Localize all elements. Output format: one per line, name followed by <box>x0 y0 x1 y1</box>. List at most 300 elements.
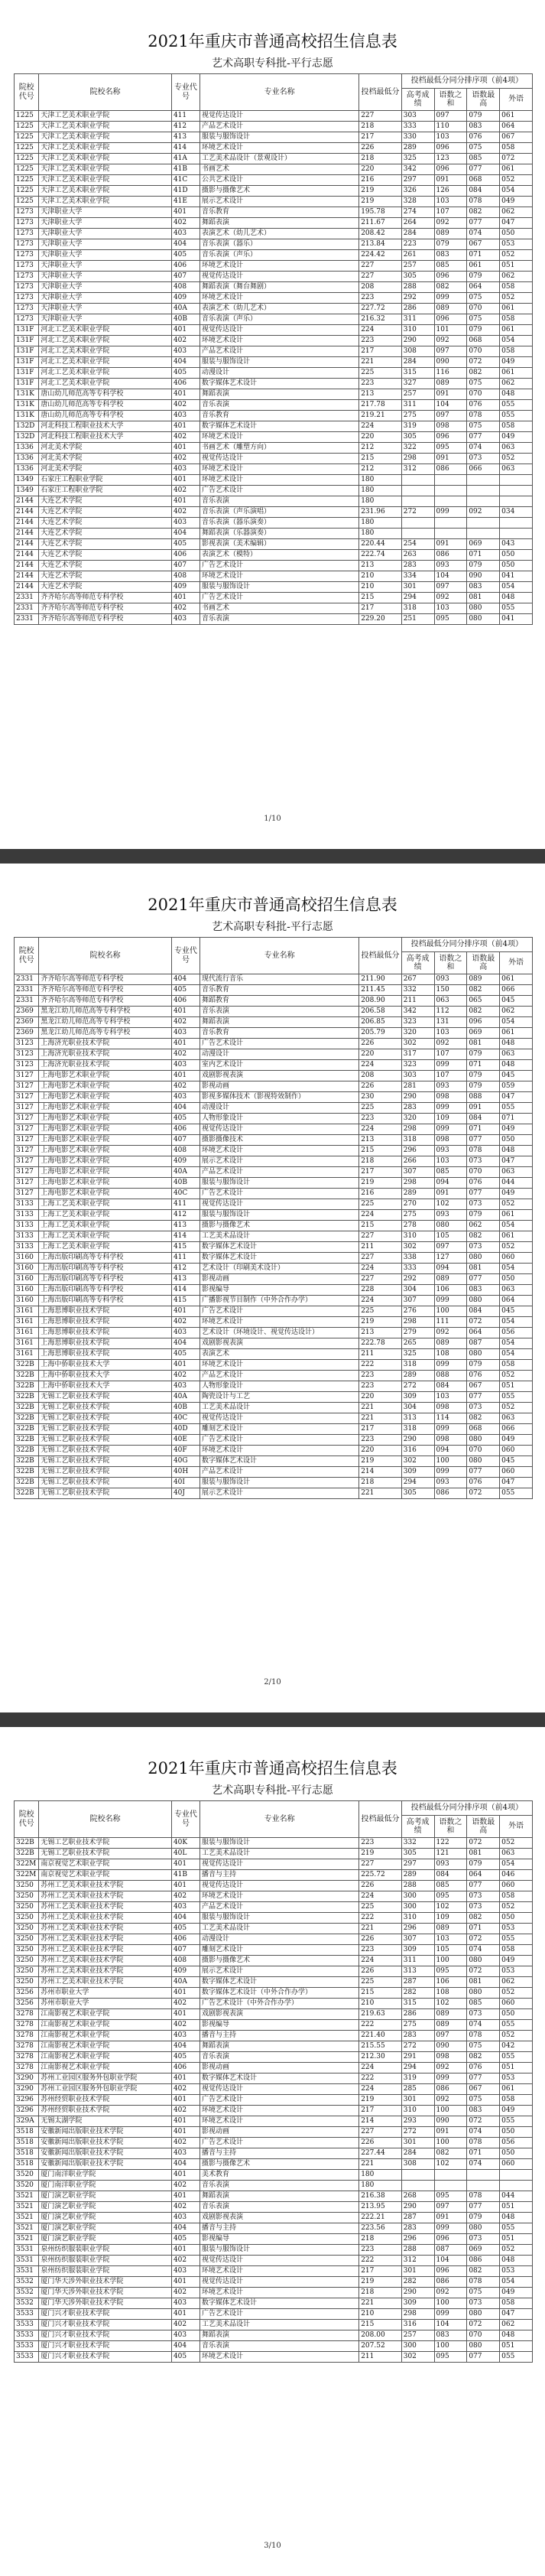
cell-min-score: 222 <box>359 1360 402 1371</box>
cell-chinese-math-sum: 108 <box>434 1349 467 1360</box>
cell-major-name: 表演艺术（幼儿艺术） <box>200 304 358 314</box>
cell-foreign-language: 060 <box>500 2159 533 2170</box>
cell-chinese-math-sum: 121 <box>434 1849 467 1859</box>
cell-chinese-math-max: 083 <box>467 2106 500 2116</box>
header-exam-score: 高考成绩 <box>401 1816 434 1838</box>
cell-exam-score: 310 <box>401 1231 434 1242</box>
table-row <box>15 1381 533 1392</box>
cell-foreign-language: 034 <box>500 507 533 518</box>
cell-school-name: 大连艺术学院 <box>39 582 172 593</box>
cell-school-code: 2144 <box>15 561 39 571</box>
cell-major-code: 404 <box>171 1338 200 1349</box>
cell-foreign-language: 054 <box>500 582 533 593</box>
cell-foreign-language <box>500 496 533 507</box>
cell-major-name: 广告艺术设计 <box>200 2095 358 2106</box>
cell-chinese-math-sum: 099 <box>434 1424 467 1435</box>
table-row <box>15 1264 533 1274</box>
cell-min-score: 221 <box>359 1488 402 1499</box>
cell-major-code: 405 <box>171 2234 200 2245</box>
cell-min-score: 225 <box>359 1902 402 1913</box>
header-min-score: 投档最低分 <box>359 1801 402 1838</box>
cell-exam-score: 282 <box>401 2277 434 2288</box>
cell-exam-score: 312 <box>401 464 434 475</box>
cell-chinese-math-sum: 096 <box>434 2234 467 2245</box>
cell-school-code: 1273 <box>15 239 39 250</box>
cell-school-code: 3133 <box>15 1242 39 1253</box>
cell-min-score: 180 <box>359 496 402 507</box>
cell-chinese-math-sum: 098 <box>434 421 467 432</box>
cell-min-score: 223 <box>359 1945 402 1956</box>
cell-chinese-math-max: 079 <box>467 272 500 282</box>
cell-school-name: 天津职业大学 <box>39 218 172 229</box>
cell-min-score: 211.67 <box>359 218 402 229</box>
cell-major-code: 403 <box>171 1328 200 1338</box>
cell-exam-score: 301 <box>401 2266 434 2277</box>
cell-exam-score: 211 <box>401 996 434 1007</box>
table-row <box>15 603 533 614</box>
cell-min-score: 223 <box>359 1381 402 1392</box>
table-row <box>15 1371 533 1381</box>
cell-chinese-math-max: 062 <box>467 1221 500 1231</box>
cell-major-code: 405 <box>171 985 200 996</box>
cell-foreign-language: 064 <box>500 122 533 132</box>
cell-major-code: 403 <box>171 1028 200 1039</box>
cell-major-code: 407 <box>171 561 200 571</box>
cell-foreign-language: 047 <box>500 1092 533 1103</box>
cell-chinese-math-max: 064 <box>467 282 500 293</box>
header-major-code: 专业代号 <box>171 938 200 974</box>
table-row <box>15 1977 533 1988</box>
cell-major-name: 公共艺术设计 <box>200 175 358 186</box>
cell-exam-score: 305 <box>401 272 434 282</box>
cell-exam-score: 278 <box>401 1221 434 1231</box>
cell-major-name: 环境艺术设计 <box>200 1446 358 1456</box>
cell-min-score: 227 <box>359 261 402 272</box>
cell-chinese-math-sum: 086 <box>434 2084 467 2095</box>
cell-chinese-math-max: 096 <box>467 1017 500 1028</box>
cell-chinese-math-sum: 089 <box>434 229 467 239</box>
cell-major-name: 播音与主持 <box>200 2031 358 2041</box>
cell-foreign-language: 042 <box>500 2041 533 2052</box>
cell-min-score: 213 <box>359 1328 402 1338</box>
admission-table <box>14 1800 533 2363</box>
cell-chinese-math-max: 072 <box>467 2320 500 2330</box>
cell-min-score: 216.38 <box>359 2191 402 2202</box>
cell-school-code: 2331 <box>15 614 39 625</box>
cell-major-code: 401 <box>171 2116 200 2127</box>
cell-exam-score: 334 <box>401 571 434 582</box>
cell-exam-score: 307 <box>401 1934 434 1945</box>
table-row <box>15 507 533 518</box>
cell-exam-score: 294 <box>401 1478 434 1488</box>
cell-major-name: 产品艺术设计 <box>200 1371 358 1381</box>
header-tiebreak-group: 投档最低分同分排序项（前4项） <box>401 938 532 952</box>
cell-chinese-math-sum: 093 <box>434 1146 467 1156</box>
table-row <box>15 1306 533 1317</box>
cell-foreign-language: 043 <box>500 539 533 550</box>
cell-chinese-math-sum: 110 <box>434 122 467 132</box>
cell-exam-score <box>401 475 434 486</box>
table-row <box>15 2063 533 2073</box>
cell-chinese-math-max: 067 <box>467 2084 500 2095</box>
cell-chinese-math-sum: 089 <box>434 1274 467 1285</box>
cell-school-code: 1225 <box>15 154 39 164</box>
page-separator <box>0 849 545 864</box>
cell-exam-score: 332 <box>401 1838 434 1849</box>
cell-school-code: 3127 <box>15 1124 39 1135</box>
cell-school-name: 无锡太湖学院 <box>39 2116 172 2127</box>
table-row <box>15 2181 533 2191</box>
cell-major-code: 402 <box>171 2202 200 2213</box>
cell-school-name: 上海工艺美术职业学院 <box>39 1221 172 1231</box>
cell-major-name: 环境艺术设计 <box>200 2266 358 2277</box>
cell-chinese-math-sum: 114 <box>434 1413 467 1424</box>
cell-major-name: 音乐教育 <box>200 411 358 421</box>
cell-foreign-language: 050 <box>500 561 533 571</box>
cell-major-code: 40A <box>171 1977 200 1988</box>
cell-foreign-language: 062 <box>500 379 533 389</box>
cell-min-score: 180 <box>359 486 402 496</box>
cell-chinese-math-max: 064 <box>467 1328 500 1338</box>
cell-chinese-math-sum: 103 <box>434 197 467 207</box>
cell-foreign-language: 054 <box>500 1338 533 1349</box>
cell-major-code: 415 <box>171 1296 200 1306</box>
cell-exam-score: 264 <box>401 218 434 229</box>
cell-school-code: 3133 <box>15 1210 39 1221</box>
cell-school-code: 322M <box>15 1859 39 1870</box>
cell-chinese-math-max: 079 <box>467 111 500 122</box>
cell-school-code: 322B <box>15 1488 39 1499</box>
table-row <box>15 1189 533 1199</box>
cell-min-score: 223.56 <box>359 2223 402 2234</box>
cell-chinese-math-sum: 131 <box>434 1017 467 1028</box>
cell-min-score: 224 <box>359 1124 402 1135</box>
cell-major-code: 404 <box>171 529 200 539</box>
cell-chinese-math-sum: 106 <box>434 1285 467 1296</box>
cell-school-code: 131F <box>15 346 39 357</box>
cell-major-name: 视觉传达设计 <box>200 454 358 464</box>
table-row <box>15 2266 533 2277</box>
page-subtitle: 艺术高职专科批-平行志愿 <box>212 1784 333 1797</box>
cell-chinese-math-sum: 098 <box>434 1092 467 1103</box>
cell-major-name: 工艺美术品设计 <box>200 2320 358 2330</box>
cell-major-code: 402 <box>171 432 200 443</box>
table-row <box>15 1999 533 2009</box>
cell-major-name: 音乐教育 <box>200 1028 358 1039</box>
cell-exam-score: 251 <box>401 614 434 625</box>
cell-foreign-language: 060 <box>500 1999 533 2009</box>
cell-chinese-math-max: 070 <box>467 389 500 400</box>
cell-foreign-language: 052 <box>500 1199 533 1210</box>
cell-chinese-math-max: 069 <box>467 2245 500 2256</box>
cell-foreign-language: 058 <box>500 2095 533 2106</box>
cell-school-name: 无锡工艺职业技术学院 <box>39 1435 172 1446</box>
cell-chinese-math-sum: 095 <box>434 2191 467 2202</box>
cell-major-name: 书画艺术 <box>200 603 358 614</box>
cell-school-code: 3127 <box>15 1178 39 1189</box>
table-row <box>15 1966 533 1977</box>
cell-major-code: 402 <box>171 400 200 411</box>
header-major-name: 专业名称 <box>200 938 358 974</box>
cell-school-code: 131K <box>15 400 39 411</box>
cell-foreign-language: 051 <box>500 2341 533 2352</box>
table-row <box>15 175 533 186</box>
cell-chinese-math-max: 088 <box>467 1092 500 1103</box>
cell-school-name: 天津职业大学 <box>39 272 172 282</box>
cell-major-name: 戏剧影视表演 <box>200 1338 358 1349</box>
cell-exam-score: 325 <box>401 1349 434 1360</box>
cell-min-score: 219.63 <box>359 2009 402 2020</box>
cell-min-score: 216 <box>359 1189 402 1199</box>
cell-chinese-math-max: 080 <box>467 1296 500 1306</box>
cell-school-name: 齐齐哈尔高等师范专科学校 <box>39 593 172 603</box>
cell-major-code: 402 <box>171 1999 200 2009</box>
cell-school-code: 3160 <box>15 1285 39 1296</box>
cell-school-code: 3250 <box>15 1924 39 1934</box>
cell-foreign-language: 056 <box>500 2138 533 2148</box>
cell-foreign-language: 054 <box>500 186 533 197</box>
cell-chinese-math-max: 079 <box>467 1071 500 1081</box>
cell-major-name: 艺术设计（环境设计、视觉传达设计） <box>200 1328 358 1338</box>
cell-chinese-math-sum: 099 <box>434 1467 467 1478</box>
cell-foreign-language: 063 <box>500 1167 533 1178</box>
cell-school-name: 泉州纺织服装职业学院 <box>39 2266 172 2277</box>
cell-school-name: 上海电影艺术职业学院 <box>39 1189 172 1199</box>
table-row <box>15 1135 533 1146</box>
cell-major-code: 401 <box>171 1859 200 1870</box>
cell-chinese-math-sum: 098 <box>434 1435 467 1446</box>
cell-major-code: 407 <box>171 1945 200 1956</box>
cell-exam-score: 287 <box>401 2213 434 2223</box>
header-school-name: 院校名称 <box>39 1801 172 1838</box>
cell-major-name: 环境艺术设计 <box>200 261 358 272</box>
cell-foreign-language: 061 <box>500 1231 533 1242</box>
cell-school-name: 上海电影艺术职业学院 <box>39 1178 172 1189</box>
cell-foreign-language <box>500 475 533 486</box>
cell-chinese-math-sum: 091 <box>434 2213 467 2223</box>
cell-major-name: 数字媒体艺术设计 <box>200 2298 358 2309</box>
cell-min-score: 226 <box>359 1081 402 1092</box>
cell-major-code: 40G <box>171 1456 200 1467</box>
cell-chinese-math-max: 070 <box>467 1167 500 1178</box>
cell-foreign-language: 051 <box>500 2202 533 2213</box>
cell-major-code: 402 <box>171 454 200 464</box>
cell-min-score: 180 <box>359 2181 402 2191</box>
table-row <box>15 2234 533 2245</box>
cell-major-code: 403 <box>171 346 200 357</box>
cell-foreign-language: 066 <box>500 1424 533 1435</box>
cell-min-score: 218 <box>359 2234 402 2245</box>
cell-chinese-math-max: 070 <box>467 346 500 357</box>
cell-major-name: 视觉传达设计 <box>200 1859 358 1870</box>
cell-chinese-math-max: 080 <box>467 1435 500 1446</box>
cell-school-code: 3161 <box>15 1306 39 1317</box>
cell-chinese-math-max: 077 <box>467 218 500 229</box>
cell-school-name: 天津工艺美术职业学院 <box>39 186 172 197</box>
cell-exam-score: 300 <box>401 1891 434 1902</box>
cell-exam-score: 304 <box>401 1403 434 1413</box>
cell-min-score: 222 <box>359 2256 402 2266</box>
cell-major-name: 音乐表演（器乐演奏） <box>200 518 358 529</box>
cell-school-name: 石家庄工程职业学院 <box>39 475 172 486</box>
table-row <box>15 272 533 282</box>
cell-min-score: 211.45 <box>359 985 402 996</box>
cell-chinese-math-sum: 102 <box>434 1902 467 1913</box>
cell-exam-score: 309 <box>401 2298 434 2309</box>
cell-chinese-math-max: 071 <box>467 1060 500 1071</box>
cell-exam-score: 283 <box>401 561 434 571</box>
table-row <box>15 2320 533 2330</box>
cell-chinese-math-sum: 099 <box>434 2309 467 2320</box>
cell-school-code: 2144 <box>15 507 39 518</box>
cell-chinese-math-max: 084 <box>467 1114 500 1124</box>
cell-school-name: 大连艺术学院 <box>39 550 172 561</box>
cell-major-name: 展示艺术设计 <box>200 1488 358 1499</box>
cell-exam-score: 288 <box>401 1881 434 1891</box>
table-row <box>15 1210 533 1221</box>
cell-major-name: 人物形象设计 <box>200 1114 358 1124</box>
cell-min-score: 215 <box>359 2320 402 2330</box>
cell-min-score: 224 <box>359 1264 402 1274</box>
cell-major-name: 工艺美术品设计 <box>200 1849 358 1859</box>
table-row <box>15 1285 533 1296</box>
cell-major-code: 402 <box>171 2138 200 2148</box>
table-row <box>15 2191 533 2202</box>
cell-major-code: 402 <box>171 1891 200 1902</box>
cell-chinese-math-sum: 100 <box>434 2341 467 2352</box>
page-number: 1/10 <box>264 815 281 823</box>
cell-foreign-language: 052 <box>500 1242 533 1253</box>
cell-major-name: 视觉传达设计 <box>200 2084 358 2095</box>
cell-school-name: 南京视觉艺术职业学院 <box>39 1859 172 1870</box>
cell-foreign-language: 058 <box>500 2298 533 2309</box>
cell-min-score: 221 <box>359 2159 402 2170</box>
cell-major-name: 舞蹈表演 <box>200 2330 358 2341</box>
cell-chinese-math-sum: 094 <box>434 1264 467 1274</box>
cell-foreign-language: 063 <box>500 464 533 475</box>
cell-min-score: 219 <box>359 186 402 197</box>
cell-chinese-math-max: 069 <box>467 539 500 550</box>
cell-min-score: 227.44 <box>359 2148 402 2159</box>
cell-school-name: 苏州工业园区服务外包职业学院 <box>39 2084 172 2095</box>
cell-min-score: 222.78 <box>359 1338 402 1349</box>
cell-major-name: 产品艺术设计 <box>200 1902 358 1913</box>
cell-major-name: 环境艺术设计 <box>200 464 358 475</box>
cell-chinese-math-sum: 090 <box>434 2041 467 2052</box>
header-foreign-language: 外语 <box>500 952 533 974</box>
cell-major-name: 音乐教育 <box>200 207 358 218</box>
cell-major-name: 视觉传达设计 <box>200 1199 358 1210</box>
cell-exam-score <box>401 518 434 529</box>
cell-school-code: 3250 <box>15 1913 39 1924</box>
table-row <box>15 2009 533 2020</box>
cell-exam-score: 289 <box>401 1870 434 1881</box>
cell-school-name: 无锡工艺职业技术学院 <box>39 1403 172 1413</box>
cell-foreign-language: 062 <box>500 272 533 282</box>
cell-chinese-math-max: 077 <box>467 2073 500 2084</box>
cell-min-score: 211.90 <box>359 974 402 985</box>
table-row <box>15 2298 533 2309</box>
cell-school-name: 苏州市职业大学 <box>39 1988 172 1999</box>
cell-major-code: 408 <box>171 1956 200 1966</box>
cell-chinese-math-max: 076 <box>467 1178 500 1189</box>
cell-chinese-math-sum: 096 <box>434 143 467 154</box>
cell-min-score: 218 <box>359 1478 402 1488</box>
cell-school-code: 1225 <box>15 122 39 132</box>
cell-chinese-math-sum: 127 <box>434 1253 467 1264</box>
cell-foreign-language: 054 <box>500 1264 533 1274</box>
cell-school-code: 3123 <box>15 1049 39 1060</box>
table-row <box>15 1403 533 1413</box>
cell-chinese-math-max: 085 <box>467 1999 500 2009</box>
cell-major-name: 数字媒体艺术设计 <box>200 1977 358 1988</box>
cell-min-score: 207.52 <box>359 2341 402 2352</box>
cell-school-name: 河北工艺美术职业学院 <box>39 379 172 389</box>
cell-foreign-language: 058 <box>500 282 533 293</box>
cell-min-score: 224 <box>359 421 402 432</box>
table-row <box>15 443 533 454</box>
cell-foreign-language: 045 <box>500 996 533 1007</box>
table-row <box>15 486 533 496</box>
cell-exam-score: 263 <box>401 550 434 561</box>
cell-chinese-math-sum: 085 <box>434 261 467 272</box>
cell-major-code: 40I <box>171 1478 200 1488</box>
cell-school-code: 3533 <box>15 2330 39 2341</box>
cell-exam-score: 309 <box>401 1945 434 1956</box>
cell-major-name: 服装与服饰设计 <box>200 1838 358 1849</box>
cell-exam-score: 287 <box>401 1977 434 1988</box>
cell-chinese-math-max: 090 <box>467 571 500 582</box>
cell-chinese-math-max: 073 <box>467 1891 500 1902</box>
cell-major-name: 展示艺术设计 <box>200 1966 358 1977</box>
cell-school-code: 3278 <box>15 2063 39 2073</box>
cell-major-code: 401 <box>171 421 200 432</box>
table-row <box>15 561 533 571</box>
cell-foreign-language: 062 <box>500 1007 533 1017</box>
cell-chinese-math-sum: 089 <box>434 304 467 314</box>
cell-exam-score: 270 <box>401 1199 434 1210</box>
cell-major-code: 402 <box>171 2084 200 2095</box>
cell-exam-score: 320 <box>401 1028 434 1039</box>
cell-chinese-math-max: 077 <box>467 1467 500 1478</box>
cell-major-name: 音乐表演 <box>200 614 358 625</box>
cell-school-name: 天津职业大学 <box>39 282 172 293</box>
table-row <box>15 357 533 368</box>
cell-exam-score: 265 <box>401 1338 434 1349</box>
cell-school-name: 黑龙江幼儿师范高等专科学校 <box>39 1028 172 1039</box>
cell-exam-score: 223 <box>401 239 434 250</box>
cell-chinese-math-sum <box>434 2181 467 2191</box>
cell-major-code: 406 <box>171 996 200 1007</box>
cell-major-code: 404 <box>171 2041 200 2052</box>
cell-chinese-math-max: 073 <box>467 1156 500 1167</box>
cell-min-score: 220 <box>359 1392 402 1403</box>
cell-major-name: 播音与主持 <box>200 2223 358 2234</box>
cell-foreign-language: 053 <box>500 1924 533 1934</box>
cell-school-code: 3123 <box>15 1060 39 1071</box>
cell-foreign-language: 055 <box>500 2116 533 2127</box>
cell-chinese-math-max: 083 <box>467 1285 500 1296</box>
table-row <box>15 1253 533 1264</box>
table-row <box>15 1114 533 1124</box>
cell-chinese-math-sum: 098 <box>434 1403 467 1413</box>
table-row <box>15 1349 533 1360</box>
table-row <box>15 186 533 197</box>
cell-min-score: 218 <box>359 122 402 132</box>
cell-major-code: 406 <box>171 1934 200 1945</box>
cell-major-name: 表演艺术（幼儿艺术） <box>200 229 358 239</box>
cell-school-name: 泉州纺织服装职业学院 <box>39 2245 172 2256</box>
